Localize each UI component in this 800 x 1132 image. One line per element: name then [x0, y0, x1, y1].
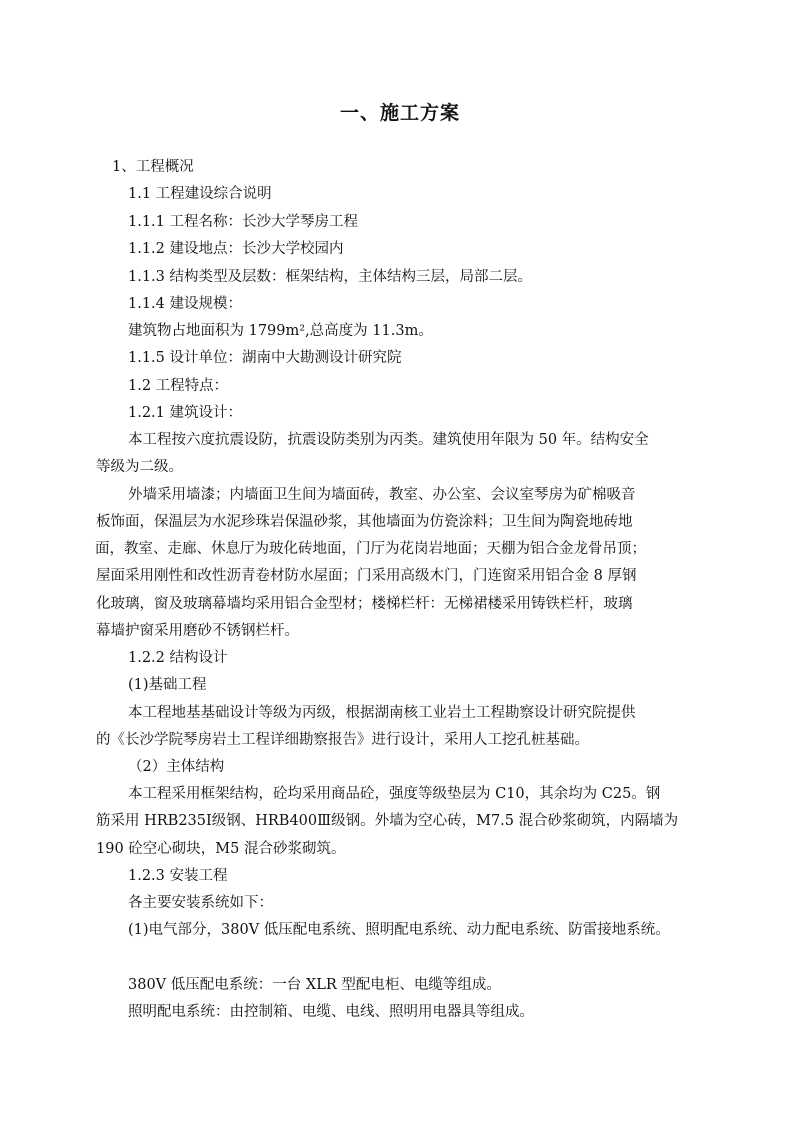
subsection-heading: 1.2.3 安装工程 — [128, 868, 228, 884]
paragraph-line: 板饰面，保温层为水泥珍珠岩保温砂浆，其他墙面为仿瓷涂料；卫生间为陶瓷地砖地 — [96, 514, 633, 530]
paragraph-line: 幕墙护窗采用磨砂不锈钢栏杆。 — [96, 623, 299, 639]
paragraph-line: 外墙采用墙漆；内墙面卫生间为墙面砖，教室、办公室、会议室琴房为矿棉吸音 — [128, 487, 636, 503]
paragraph-line: 190 砼空心砌块，M5 混合砂浆砌筑。 — [96, 841, 346, 857]
paragraph-line: 筋采用 HRB235Ⅰ级钢、HRB400Ⅲ级钢。外墙为空心砖，M7.5 混合砂浆砌筑，内隔墙为 — [96, 813, 679, 829]
paragraph-line: 屋面采用刚性和改性沥青卷材防水屋面；门采用高级木门，门连窗采用铝合金 8 厚钢 — [96, 568, 637, 584]
subsection-heading: 1.2 工程特点： — [128, 378, 229, 394]
paragraph-line: 380V 低压配电系统：一台 XLR 型配电柜、电缆等组成。 — [128, 977, 501, 993]
item-heading: (1)基础工程 — [128, 677, 207, 693]
project-name-line: 1.1.1 工程名称：长沙大学琴房工程 — [128, 214, 359, 230]
subsection-heading: 1.2.2 结构设计 — [128, 650, 228, 666]
paragraph-line: 本工程采用框架结构，砼均采用商品砼，强度等级垫层为 C10，其余均为 C25。钢 — [128, 786, 661, 802]
paragraph-line: 等级为二级。 — [96, 459, 183, 475]
subsection-heading: 1.2.1 建筑设计： — [128, 405, 243, 421]
structure-type-line: 1.1.3 结构类型及层数：框架结构，主体结构三层，局部二层。 — [128, 269, 533, 285]
paragraph-line: 化玻璃，窗及玻璃幕墙均采用铝合金型材；楼梯栏杆：无梯裙楼采用铸铁栏杆，玻璃 — [96, 596, 633, 612]
section-heading: 1、工程概况 — [112, 159, 194, 175]
paragraph-line: 本工程按六度抗震设防，抗震设防类别为丙类。建筑使用年限为 50 年。结构安全 — [128, 432, 649, 448]
item-heading: （2）主体结构 — [128, 759, 225, 775]
paragraph-line: 照明配电系统：由控制箱、电缆、电线、照明用电器具等组成。 — [128, 1004, 534, 1020]
project-location-line: 1.1.2 建设地点：长沙大学校园内 — [128, 241, 344, 257]
paragraph-line: 各主要安装系统如下： — [128, 895, 273, 911]
paragraph-line: 面，教室、走廊、休息厅为玻化砖地面，门厅为花岗岩地面；天棚为铝合金龙骨吊顶； — [95, 541, 646, 557]
paragraph-line: 的《长沙学院琴房岩土工程详细勘察报告》进行设计，采用人工挖孔桩基础。 — [96, 732, 589, 748]
page-title: 一、施工方案 — [339, 102, 460, 124]
paragraph-line: 本工程地基基础设计等级为丙级，根据湖南核工业岩土工程勘察设计研究院提供 — [128, 705, 636, 721]
paragraph-line: (1)电气部分，380V 低压配电系统、照明配电系统、动力配电系统、防雷接地系统。 — [128, 922, 670, 938]
scale-detail-line: 建筑物占地面积为 1799m²,总高度为 11.3m。 — [128, 323, 433, 339]
scale-heading: 1.1.4 建设规模： — [128, 296, 243, 312]
design-unit-line: 1.1.5 设计单位：湖南中大勘测设计研究院 — [128, 350, 402, 366]
subsection-heading: 1.1 工程建设综合说明 — [128, 186, 272, 202]
